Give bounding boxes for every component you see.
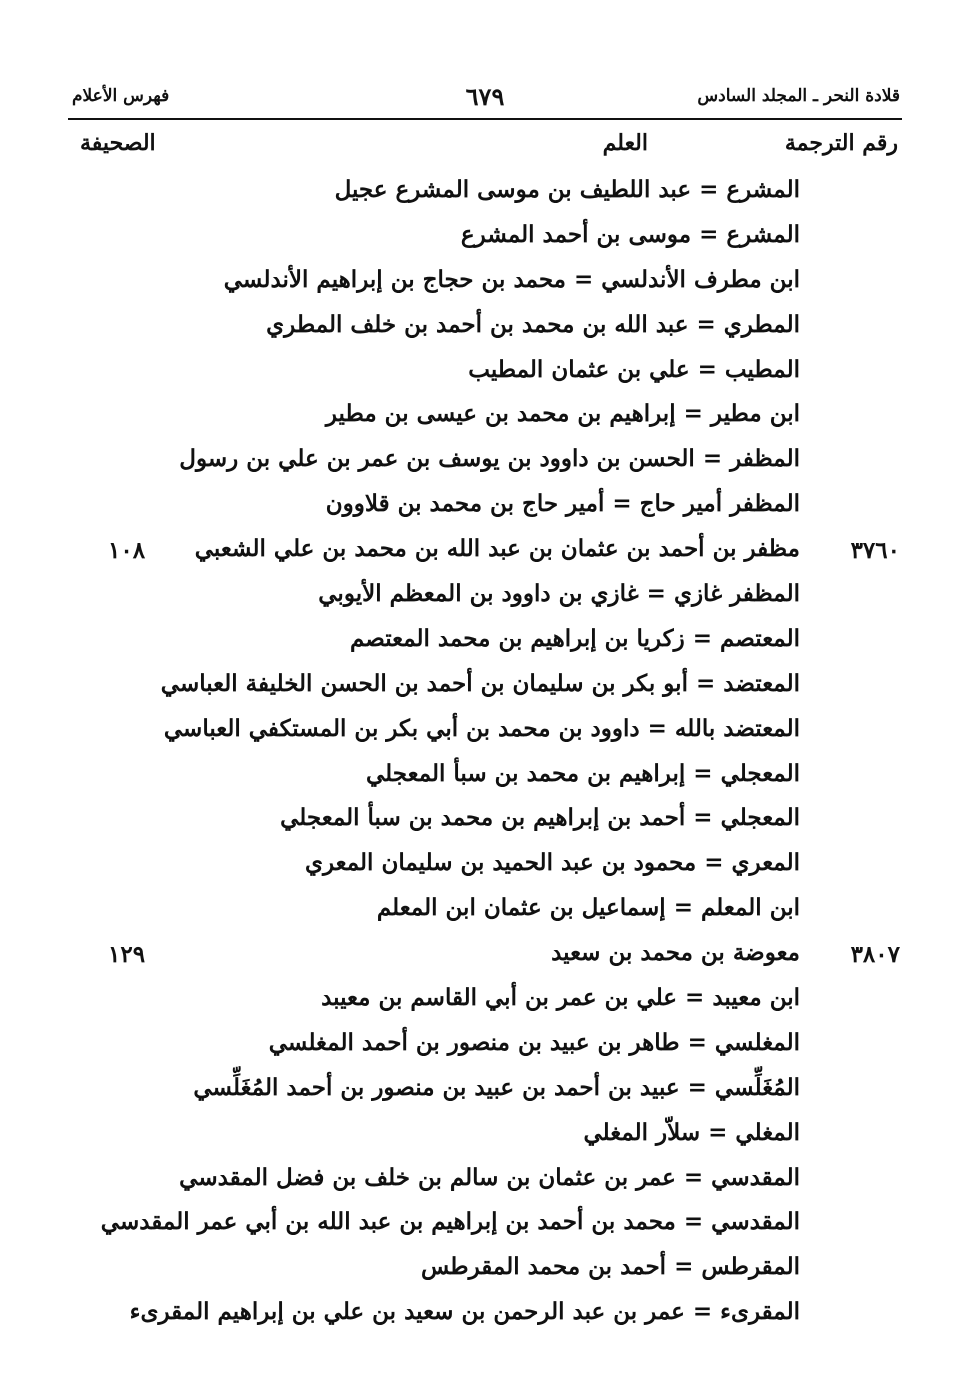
entry-name: معوضة بن محمد بن سعيد [551,939,800,967]
index-entry [60,1025,900,1070]
entry-name: المظفر أمير حاج = أمير حاج بن محمد بن قلاوون [325,490,800,518]
page-number: ٦٧٩ [465,82,505,111]
index-entry [60,486,900,531]
entry-name: المعري = محمود بن عبد الحميد بن سليمان المعري [304,849,800,877]
entry-number: ٣٧٦٠ [850,537,900,565]
entry-name: المُغَلِّسي = عبيد بن أحمد بن عبيد بن منصور بن أحمد المُغَلِّسي [193,1073,800,1101]
entry-number: ٣٨٠٧ [850,941,900,969]
entry-name: مظفر بن أحمد بن عثمان بن عبد الله بن محمد بن علي الشعبي [194,535,800,563]
entry-name: المعتضد بالله = داوود بن محمد بن أبي بكر بن المستكفي العباسي [163,714,800,742]
entry-name: المقرطس = أحمد بن محمد المقرطس [420,1253,800,1281]
index-entry [60,217,900,262]
entry-name: المعجلي = أحمد بن إبراهيم بن محمد بن سبأ المعجلي [280,804,800,832]
running-head [70,84,900,114]
index-entry [60,1204,900,1249]
entry-name: ابن معيبد = علي بن عمر بن أبي القاسم بن معيبد [321,984,800,1012]
index-entry [60,756,900,801]
index-entry [60,1294,900,1339]
column-header-page: الصحيفة [80,130,156,156]
entry-name: المشرع = عبد اللطيف بن موسى المشرع عجيل [334,176,800,203]
column-header-name: العلم [602,130,648,156]
index-entry [60,621,900,666]
index-entry [60,1070,900,1115]
index-entry [60,1160,900,1205]
entry-name: المعتصم = زكريا بن إبراهيم بن محمد المعتصم [349,624,800,652]
entry-name: المشرع = موسى بن أحمد المشرع [460,220,800,248]
index-entry [60,800,900,845]
column-header-number: رقم الترجمة [784,130,898,156]
index-entry [60,576,900,621]
book-title: قلادة النحر ـ المجلد السادس [697,86,900,106]
entry-name: ابن مطير = إبراهيم بن محمد بن عيسى بن مطير [325,400,800,428]
section-title: فهرس الأعلام [72,86,170,106]
index-entry [60,666,900,711]
index-entry [60,172,900,217]
index-entry [60,396,900,441]
entry-name: ابن مطرف الأندلسي = محمد بن حجاج بن إبراهيم الأندلسي [223,265,800,293]
index-entry [60,307,900,352]
entry-name: المقدسي = محمد بن أحمد بن إبراهيم بن عبد الله بن أبي عمر المقدسي [100,1208,800,1236]
entry-name: المغلسي = طاهر بن عبيد بن منصور بن أحمد المغلسي [268,1028,800,1056]
index-entry [60,441,900,486]
header-rule [68,118,902,120]
index-entry [60,845,900,890]
entry-page: ١٢٩ [108,941,146,969]
entry-name: المظفر غازي = غازي بن داوود بن المعظم الأيوبي [318,580,800,608]
entry-name: المعتضد = أبو بكر بن سليمان بن أحمد بن الحسن الخليفة العباسي [160,669,800,697]
index-entry [60,980,900,1025]
index-entries [60,172,900,1339]
index-entry [60,1249,900,1294]
index-entry [60,531,900,576]
index-entry [60,935,900,980]
entry-name: المعجلي = إبراهيم بن محمد بن سبأ المعجلي [366,759,800,787]
index-entry [60,352,900,397]
index-entry [60,262,900,307]
entry-name: المغلي = سلاّر المغلي [583,1118,800,1146]
entry-name: المطري = عبد الله بن محمد بن أحمد بن خلف المطري [266,310,800,338]
index-entry [60,711,900,756]
entry-name: ابن المعلم = إسماعيل بن عثمان ابن المعلم [376,894,800,922]
entry-name: المطيب = علي بن عثمان المطيب [468,355,800,383]
entry-name: المقدسي = عمر بن عثمان بن سالم بن خلف بن فضل المقدسي [179,1163,800,1191]
entry-page: ١٠٨ [108,537,146,565]
index-entry [60,1115,900,1160]
entry-name: المقرىء = عمر بن عبد الرحمن بن سعيد بن علي بن إبراهيم المقرىء [129,1298,800,1326]
entry-name: المظفر = الحسن بن داوود بن يوسف بن عمر بن علي بن رسول [179,445,800,473]
index-entry [60,890,900,935]
